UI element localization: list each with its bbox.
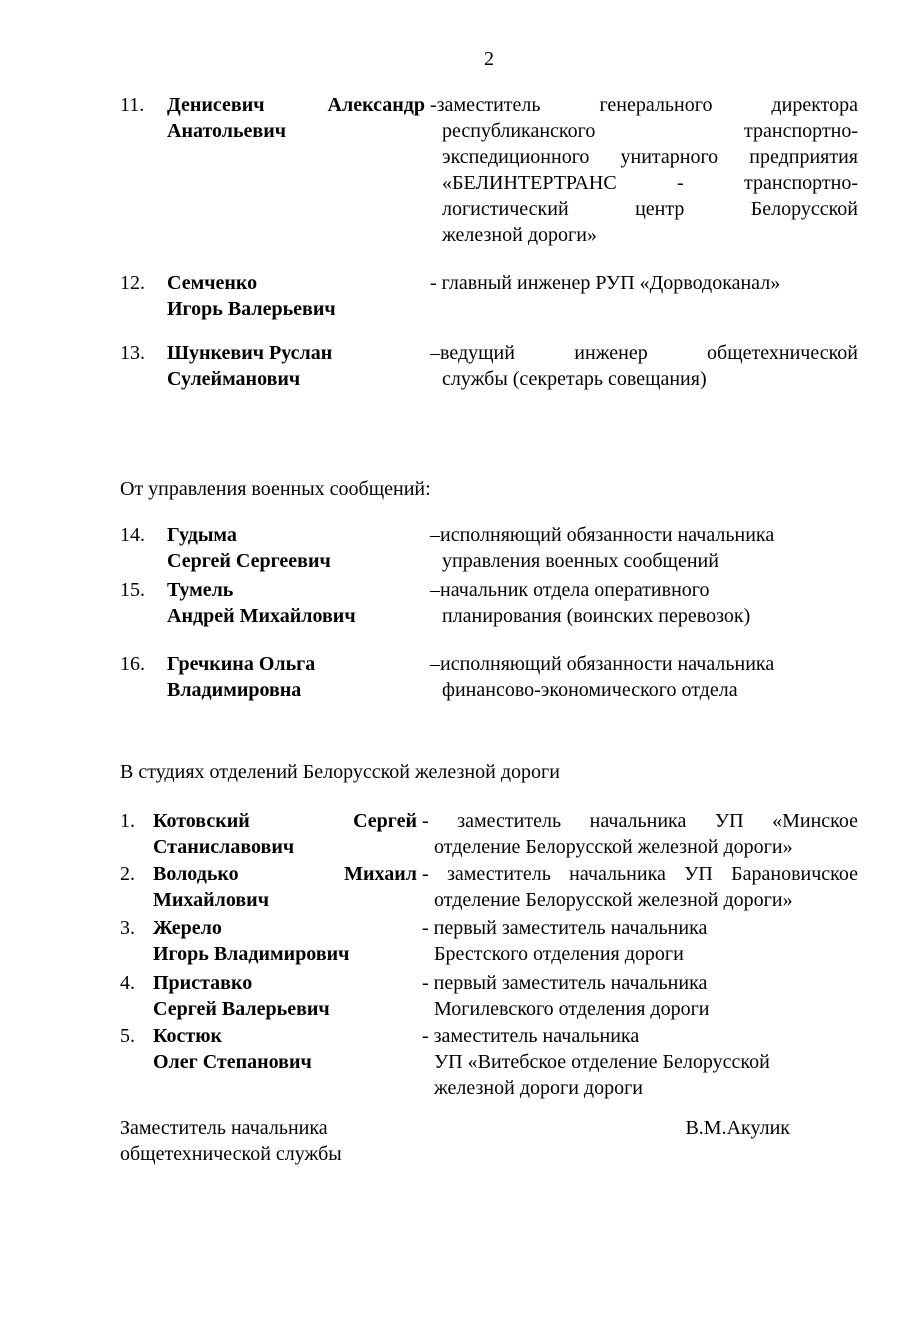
participant-row: [120, 577, 858, 629]
item-number: 11.: [120, 94, 145, 116]
participant-role: - заместитель начальника УП «Минское отделение Белорусской железной дороги»: [422, 810, 858, 858]
item-number: 3.: [120, 917, 135, 939]
participant-name: Шункевич Руслан Сулейманович: [167, 342, 333, 390]
page-content: [0, 46, 905, 1167]
participant-row: [120, 651, 858, 703]
participant-role: - главный инженер РУП «Дорводоканал»: [430, 272, 781, 294]
participant-role: –начальник отдела оперативного планирования (воинских перевозок): [430, 579, 751, 627]
item-number: 16.: [120, 653, 145, 675]
participant-name: Тумель Андрей Михайлович: [167, 579, 356, 627]
participant-name: Денисевич Александр Анатольевич: [167, 94, 425, 142]
participant-row: [120, 1023, 858, 1101]
page-number: 2: [484, 48, 494, 70]
participant-row: [120, 340, 858, 392]
participant-role: - заместитель начальника УП «Витебское отделение Белорусской железной дороги дороги: [422, 1025, 770, 1099]
participant-role: - первый заместитель начальника Могилевского отделения дороги: [422, 972, 710, 1020]
participant-row: [120, 522, 858, 574]
participant-name: Гречкина Ольга Владимировна: [167, 653, 316, 701]
document-page: [0, 46, 905, 1326]
participant-name: Жерело Игорь Владимирович: [153, 917, 350, 965]
participant-row: [120, 970, 858, 1022]
item-number: 14.: [120, 524, 145, 546]
participant-row: [120, 808, 858, 860]
participant-role: - первый заместитель начальника Брестского отделения дороги: [422, 917, 708, 965]
participant-row: [120, 915, 858, 967]
item-number: 15.: [120, 579, 145, 601]
participant-row: [120, 92, 858, 248]
item-number: 12.: [120, 272, 145, 294]
participant-name: Костюк Олег Степанович: [153, 1025, 312, 1073]
item-number: 1.: [120, 810, 135, 832]
participant-role: -заместитель генерального директора республиканского транспортно- экспедиционного унитарного предприятия «БЕЛИНТЕРТРАНС - транспортно- логистический центр Белорусской железной дороги»: [430, 94, 858, 246]
item-number: 13.: [120, 342, 145, 364]
item-number: 5.: [120, 1025, 135, 1047]
signature-position: Заместитель начальника общетехнической службы: [120, 1117, 342, 1165]
section-heading-studios: В студиях отделений Белорусской железной дороги: [120, 761, 560, 783]
signature-block: [120, 1115, 858, 1167]
participant-role: - заместитель начальника УП Барановичское отделение Белорусской железной дороги»: [422, 863, 858, 911]
participant-name: Котовский Сергей Станиславович: [153, 810, 417, 858]
participant-row: [120, 270, 858, 322]
participant-name: Володько Михаил Михайлович: [153, 863, 417, 911]
participant-role: –исполняющий обязанности начальника финансово-экономического отдела: [430, 653, 775, 701]
signature-name: В.М.Акулик: [685, 1117, 790, 1139]
participant-role: –исполняющий обязанности начальника управления военных сообщений: [430, 524, 775, 572]
section-heading-military: От управления военных сообщений:: [120, 478, 431, 500]
participant-name: Приставко Сергей Валерьевич: [153, 972, 330, 1020]
participant-name: Гудыма Сергей Сергеевич: [167, 524, 331, 572]
item-number: 4.: [120, 972, 135, 994]
participant-role: –ведущий инженер общетехнической службы (секретарь совещания): [430, 342, 858, 390]
item-number: 2.: [120, 863, 135, 885]
participant-row: [120, 861, 858, 913]
participant-name: Семченко Игорь Валерьевич: [167, 272, 336, 320]
